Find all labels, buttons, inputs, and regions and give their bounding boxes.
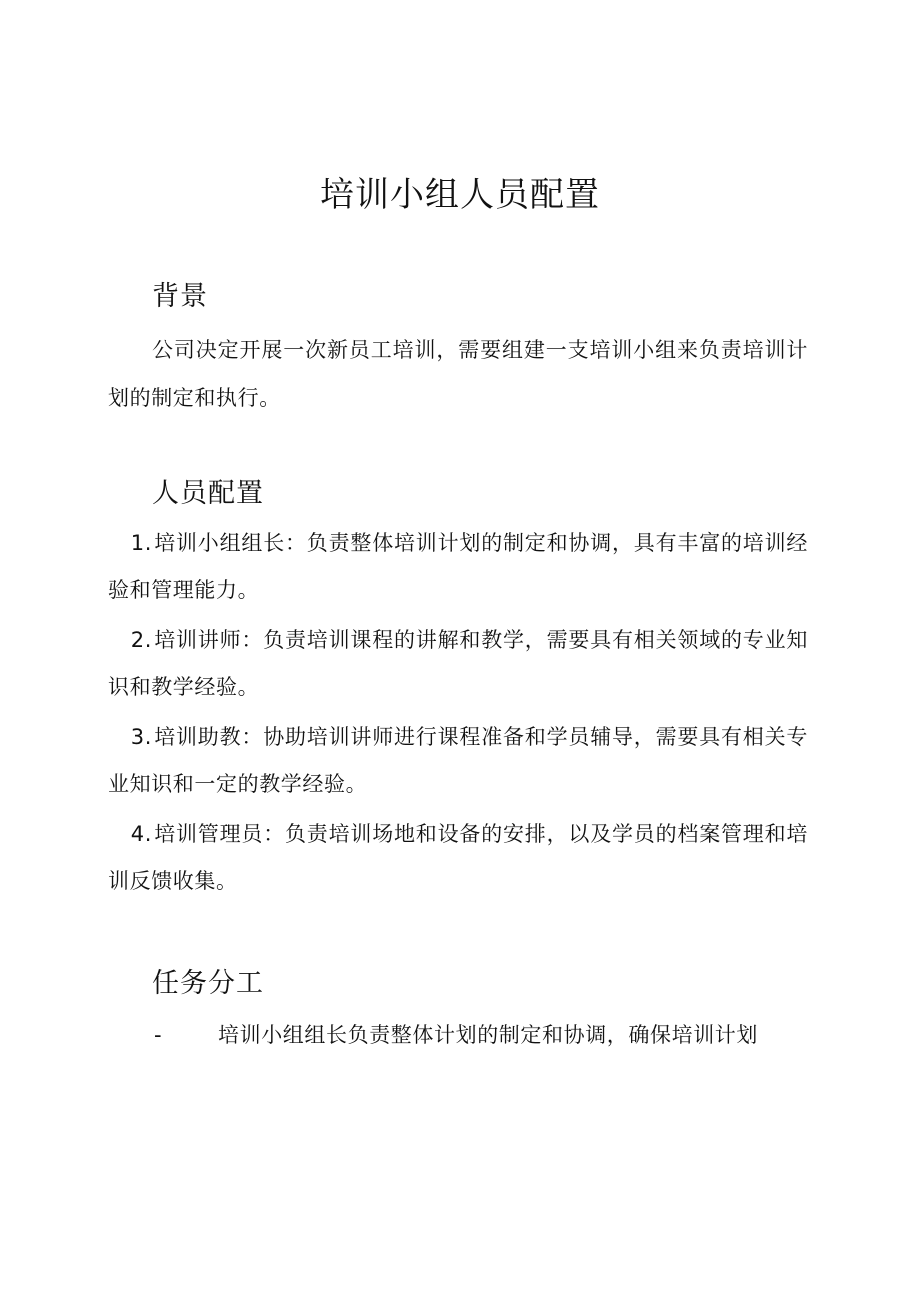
item-text: 培训讲师：负责培训课程的讲解和教学，需要具有相关领域的专业知识和教学经验。 xyxy=(108,628,808,699)
bullet-dash: - xyxy=(154,1023,163,1047)
page-title: 培训小组人员配置 xyxy=(320,175,600,215)
background-paragraph: 公司决定开展一次新员工培训，需要组建一支培训小组来负责培训计划的制定和执行。 xyxy=(108,338,808,410)
staffing-item xyxy=(108,811,808,905)
item-number: 1. xyxy=(130,531,152,555)
item-number: 4. xyxy=(130,822,152,846)
task-list-item xyxy=(108,1012,808,1058)
section-heading-tasks: 任务分工 xyxy=(152,968,264,999)
item-text: 培训助教：协助培训讲师进行课程准备和学员辅导，需要具有相关专业知识和一定的教学经验。 xyxy=(108,725,808,796)
staffing-item xyxy=(108,714,808,808)
staffing-item xyxy=(108,520,808,614)
item-number: 2. xyxy=(130,628,152,652)
staffing-item xyxy=(108,617,808,711)
item-number: 3. xyxy=(130,725,152,749)
item-text: 培训管理员：负责培训场地和设备的安排，以及学员的档案管理和培训反馈收集。 xyxy=(108,822,808,893)
item-text: 培训小组组长：负责整体培训计划的制定和协调，具有丰富的培训经验和管理能力。 xyxy=(108,531,808,602)
section-heading-background: 背景 xyxy=(152,281,208,312)
task-text: 培训小组组长负责整体计划的制定和协调，确保培训计划 xyxy=(218,1023,758,1047)
section-heading-staffing: 人员配置 xyxy=(152,478,264,509)
